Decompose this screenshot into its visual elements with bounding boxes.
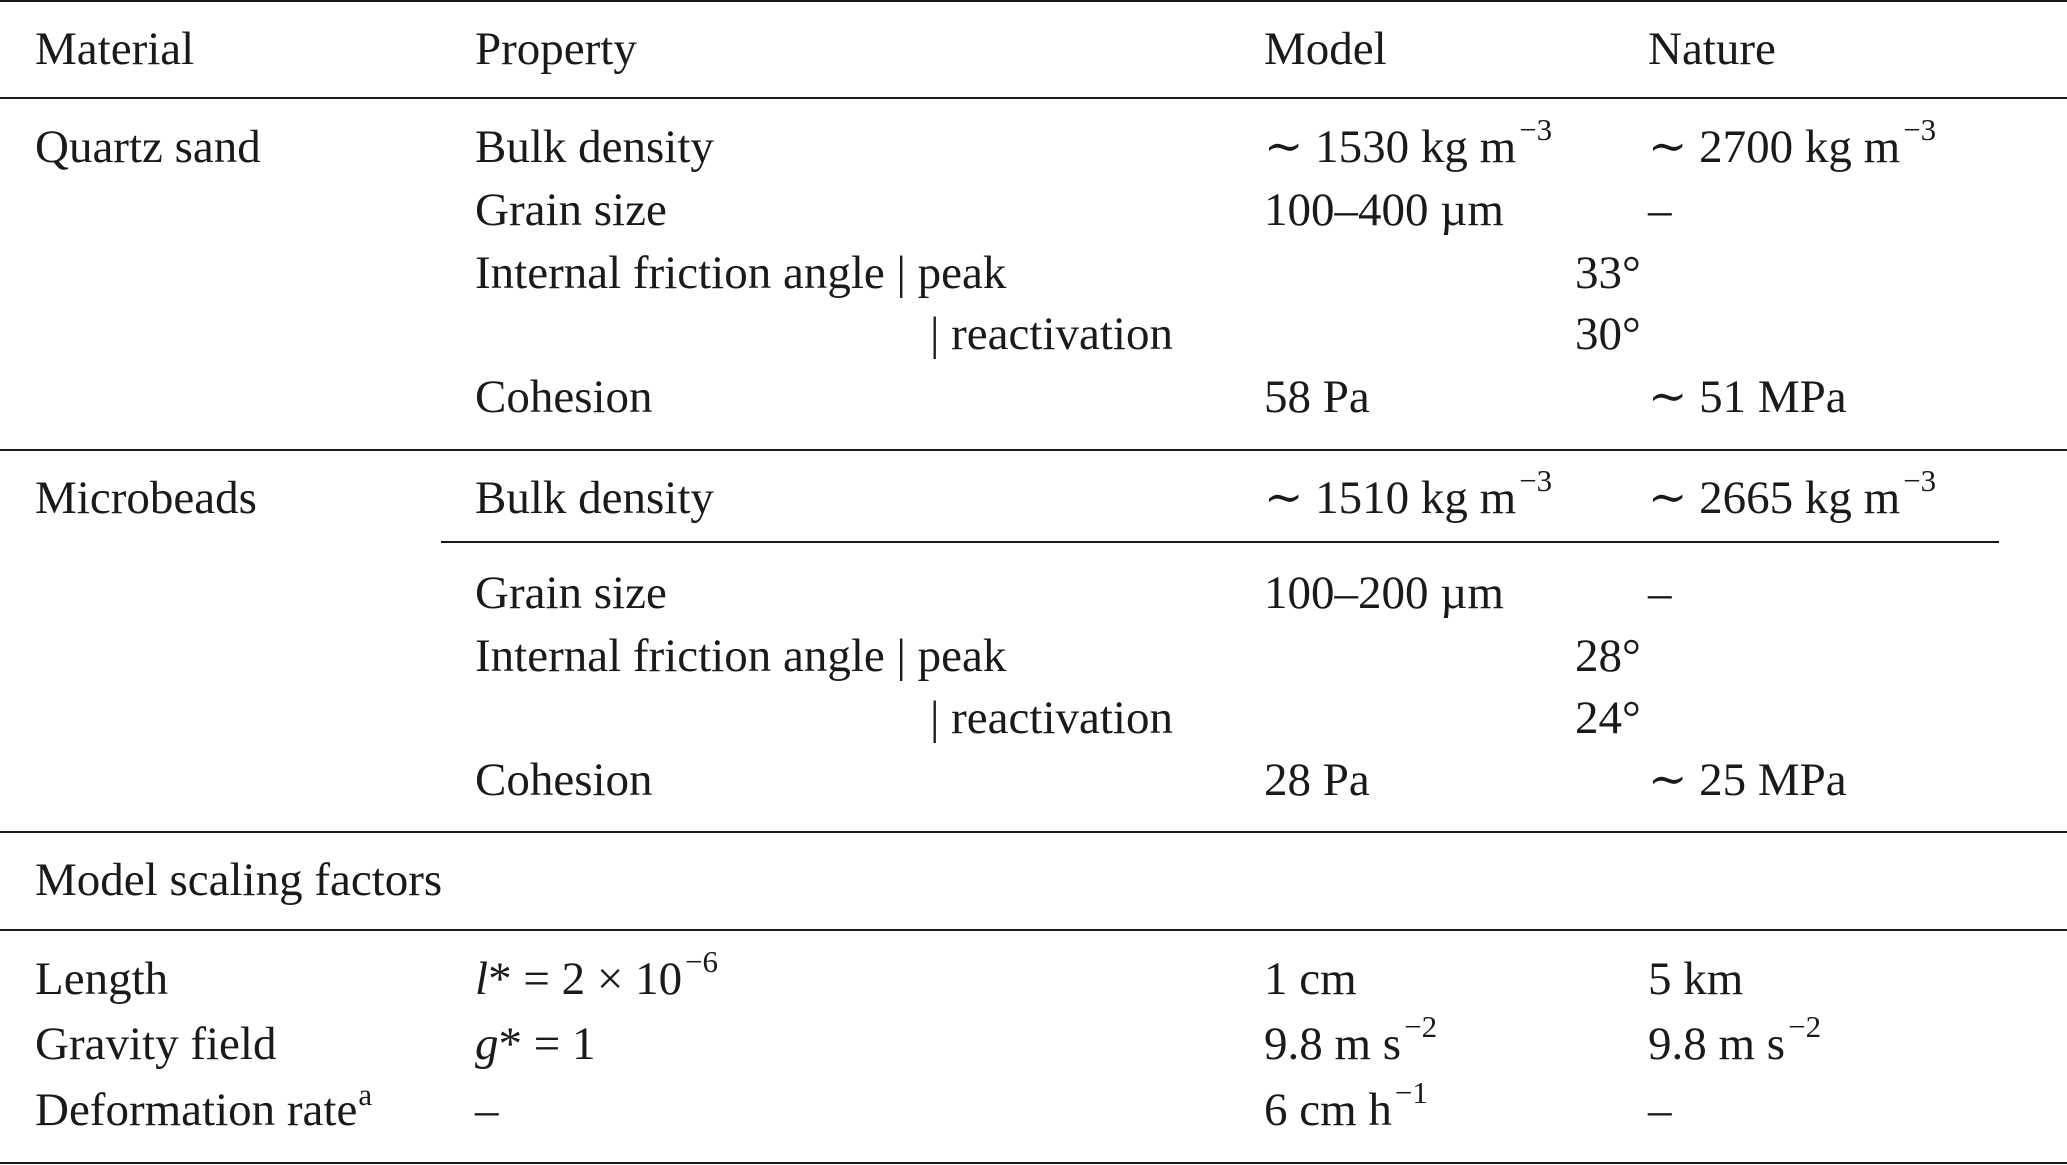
header-nature: Nature xyxy=(1648,23,1776,75)
quartz-material: Quartz sand xyxy=(35,121,261,173)
microbeads-cohesion-nature: ∼ 25 MPa xyxy=(1648,754,1847,806)
scaling-rate-model: 6 cm $h^{-1}$ xyxy=(1264,1075,1428,1136)
header-model: Model xyxy=(1264,23,1387,75)
scaling-rate-expr: – xyxy=(475,1084,499,1136)
microbeads-cohesion-model: 28 Pa xyxy=(1264,754,1370,806)
quartz-bulk-density-model: ∼ 1530 kg $m^{-3}$ xyxy=(1264,112,1553,173)
quartz-cohesion-label: Cohesion xyxy=(475,371,653,423)
scaling-length-nature: 5 km xyxy=(1648,953,1744,1005)
header-rule xyxy=(0,97,2067,99)
scaling-length-label: Length xyxy=(35,953,169,1005)
microbeads-cohesion-label: Cohesion xyxy=(475,754,653,806)
microbeads-friction-peak-value: 28° xyxy=(1575,630,1641,682)
quartz-bulk-density-nature: ∼ 2700 kg $m^{-3}$ xyxy=(1648,112,1937,173)
microbeads-friction-peak-label: Internal friction angle | peak xyxy=(475,630,1007,682)
quartz-friction-react-value: 30° xyxy=(1575,308,1641,360)
microbeads-bulk-density-label: Bulk density xyxy=(475,472,714,524)
microbeads-friction-react-value: 24° xyxy=(1575,692,1641,744)
scaling-rate-label: Deformation rate$^a$ xyxy=(35,1077,373,1136)
quartz-friction-react-label: | reactivation xyxy=(930,308,1173,360)
quartz-section-rule xyxy=(0,449,2067,451)
header-material: Material xyxy=(35,23,195,75)
scaling-gravity-nature: 9.8 m $s^{-2}$ xyxy=(1648,1009,1822,1070)
microbeads-grain-size-model: 100–200 µm xyxy=(1264,567,1504,619)
quartz-friction-peak-label: Internal friction angle | peak xyxy=(475,247,1007,299)
scaling-length-model: 1 cm xyxy=(1264,953,1357,1005)
bottom-rule xyxy=(0,1162,2067,1164)
header-property: Property xyxy=(475,23,637,75)
quartz-friction-peak-value: 33° xyxy=(1575,247,1641,299)
microbeads-material: Microbeads xyxy=(35,472,257,524)
quartz-cohesion-model: 58 Pa xyxy=(1264,371,1370,423)
scaling-title-rule xyxy=(0,929,2067,931)
scaling-gravity-expr: g* = 1 xyxy=(475,1018,596,1070)
quartz-grain-size-label: Grain size xyxy=(475,184,667,236)
quartz-grain-size-model: 100–400 µm xyxy=(1264,184,1504,236)
microbeads-bulk-rule xyxy=(441,541,1999,543)
microbeads-bulk-density-nature: ∼ 2665 kg $m^{-3}$ xyxy=(1648,463,1937,524)
scaling-title: Model scaling factors xyxy=(35,854,443,906)
microbeads-grain-size-label: Grain size xyxy=(475,567,667,619)
microbeads-grain-size-nature: – xyxy=(1648,567,1672,619)
microbeads-section-rule xyxy=(0,831,2067,833)
quartz-bulk-density-label: Bulk density xyxy=(475,121,714,173)
microbeads-bulk-density-model: ∼ 1510 kg $m^{-3}$ xyxy=(1264,463,1553,524)
scaling-rate-nature: – xyxy=(1648,1084,1672,1136)
quartz-grain-size-nature: – xyxy=(1648,184,1672,236)
scaling-gravity-model: 9.8 m $s^{-2}$ xyxy=(1264,1009,1438,1070)
microbeads-friction-react-label: | reactivation xyxy=(930,692,1173,744)
quartz-cohesion-nature: ∼ 51 MPa xyxy=(1648,371,1847,423)
scaling-length-expr: $l* = 2 \times 10^{-6}$ xyxy=(475,944,719,1005)
scaling-gravity-label: Gravity field xyxy=(35,1018,277,1070)
top-rule xyxy=(0,0,2067,2)
